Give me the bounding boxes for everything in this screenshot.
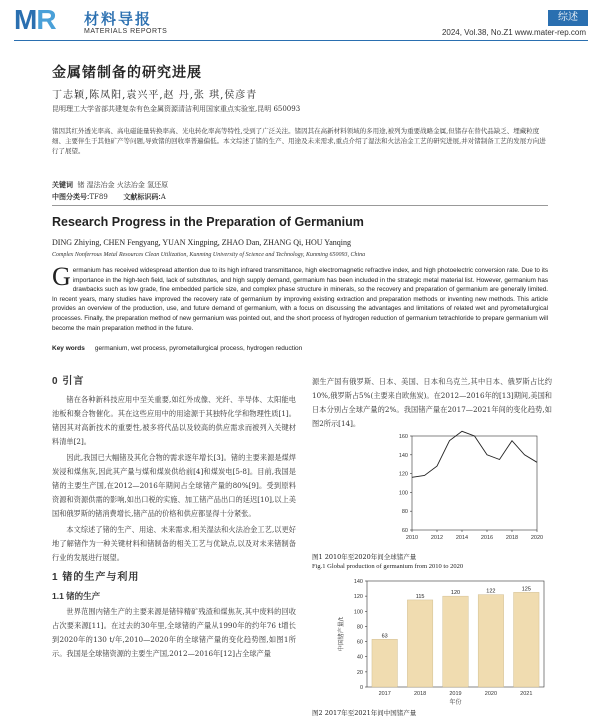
y-tick-label: 60 (401, 528, 408, 534)
x-tick-label: 2017 (378, 691, 391, 697)
keywords-cn-label: 关键词 (52, 182, 73, 189)
journal-name-en: MATERIALS REPORTS (84, 28, 168, 35)
y-tick-label: 80 (401, 509, 408, 516)
bar-value-label: 125 (521, 586, 531, 593)
y-axis-label: 中国锗产量/t (338, 616, 345, 652)
keywords-cn-value: 锗 湿法冶金 火法冶金 氢还原 (77, 181, 169, 189)
y-tick-label: 100 (398, 490, 408, 497)
body-right-column (312, 375, 552, 431)
x-tick-label: 2012 (430, 535, 444, 541)
affiliation-en: Complex Nonferrous Metal Resources Clean Utilization, Kunming University of Science and Technology, Kunming 650093, China (52, 252, 366, 258)
x-tick-label: 2020 (530, 535, 544, 541)
paragraph: 锗在各种新科技应用中至关重要,如红外成像、光纤、半导体、太阳能电池板和聚合物催化。其在这些应用中的用途源于其独特化学和物理性质[1]。锗因其对高新技术的重要性,被多将代品以及较高的供应需求而被列入关键材料清单[2]。 (52, 395, 296, 446)
x-tick-label: 2020 (484, 691, 498, 697)
bar (407, 600, 432, 687)
y-tick-label: 80 (356, 624, 363, 631)
y-tick-label: 60 (356, 639, 363, 646)
bar (443, 596, 468, 687)
journal-name-cn: 材料导报 (84, 10, 153, 28)
y-tick-label: 140 (398, 452, 408, 459)
paragraph: 本文综述了锗的生产、用途、未来需求,相关湿法和火法冶金工艺,以更好地了解锗作为一种关键材料和锗制备的相关工艺与优缺点,以及对未来锗制备行业的发展进行展望。 (52, 525, 296, 562)
bar (478, 595, 503, 687)
abstract-en-text: ermanium has received widespread attention due to its high infrared transmittance, high electromagnetic refractive index, and high photoelectric conversion rate. Due to its importance in the high-tech field, lack of substitutes, and high supply demand, germanium has been included in the strategic metal material list. However, germanium has drawbacks such as low grade, fine embedded particle size, and complex phase structure in minerals, so the recovery and preparation of germanium are generally limited. In recent years, many studies have improved the recovery rate of germanium by improving existing extraction and preparation methods or inventing new methods. This article provides an overview of the production, use, and future demand of germanium, with a focus on discussing the advantages and limitations of related wet and pyrometallurgical processes. Finally, the preparation method of new germanium was pointed out, and the short process of hydrogen reduction of germanium tetrachloride to prepare germanium will become the main preparation method in the future. (52, 267, 548, 332)
authors-en: DING Zhiying, CHEN Fengyang, YUAN Xingping, ZHAO Dan, ZHANG Qi, HOU Yanqing (52, 238, 352, 247)
y-tick-label: 140 (353, 579, 363, 585)
title-en: Research Progress in the Preparation of Germanium (52, 215, 364, 229)
keywords-en-label: Key words (52, 345, 85, 352)
header-rule (14, 40, 588, 41)
classification (52, 192, 166, 202)
keywords-cn (52, 180, 168, 190)
figure-1-caption-cn: 图1 2010年至2020年间全球锗产量 (312, 553, 417, 561)
bar-value-label: 122 (486, 588, 496, 595)
x-tick-label: 2016 (480, 535, 494, 541)
plot-frame (412, 436, 537, 530)
x-axis-label: 年份 (449, 699, 462, 706)
figure-1-caption-en: Fig.1 Global production of germanium from 2010 to 2020 (312, 563, 464, 570)
bar (372, 639, 397, 687)
section-tag: 综述 (548, 10, 588, 26)
figure-2-caption-cn: 图2 2017年至2021年间中国锗产量 (312, 709, 417, 717)
y-tick-label: 120 (353, 594, 363, 601)
y-tick-label: 100 (353, 609, 363, 616)
abstract-en (52, 262, 548, 333)
paragraph: 源生产国有俄罗斯、日本、美国、日本和乌克兰,其中日本、俄罗斯占比约10%,俄罗斯占5%(主要来自欧焦炭)。在2012—2016年的[13]期间,美国和日本分别占全球产量的2%。我国锗产量在2017—2021年间的变化趋势,如图2所示[14]。 (312, 377, 552, 428)
journal-logo (14, 6, 56, 34)
divider (52, 205, 548, 206)
doc-label: 文献标识码: (123, 194, 161, 201)
class-value: TF89 (89, 193, 108, 201)
bar-value-label: 120 (450, 590, 461, 597)
authors-cn: 丁志颖,陈凤阳,袁兴平,赵 丹,张 琪,侯彦青 (52, 90, 258, 101)
y-tick-label: 0 (359, 685, 363, 691)
x-tick-label: 2018 (413, 691, 427, 697)
y-tick-label: 20 (356, 669, 363, 676)
paragraph: 世界范围内锗生产的主要来源是锗锌精矿残渣和煤焦灰,其中废料的回收占次要来源[11]。在过去的30年里,全球锗的产量从1990年的约年76 t增长到2020年的130 t/年,2010—2020年的全球锗产量的变化趋势图,如图1所示。我国是全球锗资源的主要生产国,2012—2016年[12]占全球产量 (52, 607, 296, 658)
x-tick-label: 2019 (449, 691, 462, 697)
figure-1-chart (312, 430, 552, 550)
doc-value: A (160, 193, 166, 201)
series-line (412, 431, 537, 477)
bar-value-label: 63 (381, 633, 388, 640)
bar (514, 592, 539, 687)
logo-r: R (36, 4, 56, 35)
affiliation-cn: 昆明理工大学省部共建复杂有色金属资源清洁利用国家重点实验室,昆明 650093 (52, 105, 301, 113)
y-tick-label: 160 (398, 434, 408, 440)
section-1-1-heading: 1.1 锗的生产 (52, 591, 101, 601)
abstract-cn: 锗因其红外透光率高、高电磁能量转换率高、光电转化率高等特性,受到了广泛关注。锗因其在高新材料领域的多用途,被列为重要战略金属,但锗存在替代品缺乏、埋藏粒度细、主要伴生于其他矿产等问题,导致锗的回收率普遍偏低。本文综述了锗的生产、用途及未来需求,重点介绍了湿法和火法冶金工艺的研究进展,并对锗制备工艺的发展方向进行了展望。 (52, 127, 546, 155)
section-0-heading: 0 引言 (52, 376, 85, 387)
issue-info: 2024, Vol.38, No.Z1 www.mater-rep.com (441, 28, 586, 37)
x-tick-label: 2021 (520, 691, 533, 697)
y-tick-label: 40 (356, 654, 363, 661)
body-left-column (52, 375, 296, 663)
y-tick-label: 120 (398, 471, 408, 478)
keywords-en-value: germanium, wet process, pyrometallurgical process, hydrogen reduction (94, 345, 303, 352)
x-tick-label: 2018 (505, 535, 519, 541)
keywords-en (52, 345, 302, 352)
logo-m: M (14, 4, 37, 35)
section-1-heading: 1 锗的生产与利用 (52, 572, 140, 583)
drop-cap: G (52, 262, 71, 291)
x-tick-label: 2010 (405, 535, 419, 541)
x-tick-label: 2014 (455, 535, 469, 541)
title-cn: 金属锗制备的研究进展 (52, 65, 202, 81)
class-label: 中图分类号: (52, 194, 90, 201)
bar-value-label: 115 (415, 593, 425, 600)
figure-2-chart (312, 575, 552, 707)
paragraph: 因此,我国已大幅锗及其化合物的需求逐年增长[3]。锗的主要来源是煤焊炭浸和煤焦灰,因此其产量与煤和煤炭供给前[4]和煤炭电[5-8]。目前,我国是锗的主要生产国,在2012—2016年期间占全球锗产量的80%[9]。受到原料资源和资源供需的影响,如出口税的实施、加工锗产品出口的延迟[10],以上美国和俄罗斯的锗消费增长,锗产品的价格和供应都显得十分紧张。 (52, 453, 296, 518)
